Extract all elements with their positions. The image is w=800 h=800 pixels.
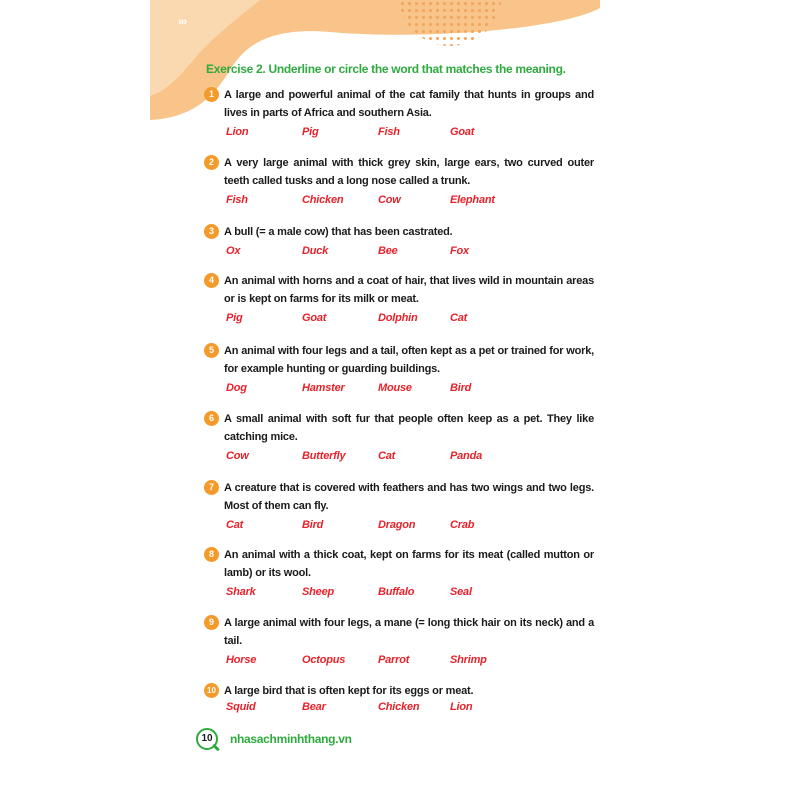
question-text: A creature that is covered with feathers and has two wings and two legs. Most of them can fly.	[224, 482, 594, 512]
answer-option[interactable]: Fish	[226, 194, 248, 206]
question-text: A large bird that is often kept for its eggs or meat.	[224, 685, 474, 697]
answer-option[interactable]: Mouse	[378, 382, 412, 394]
answer-option[interactable]: Shark	[226, 586, 256, 598]
answer-option[interactable]: Ox	[226, 245, 241, 257]
question-number-badge: 6	[204, 411, 219, 426]
exercise-title: Exercise 2. Underline or circle the word that matches the meaning.	[206, 62, 566, 76]
answer-option[interactable]: Parrot	[378, 654, 410, 666]
corner-arrows: ›››	[178, 16, 186, 28]
question-number-badge: 4	[204, 273, 219, 288]
answer-option[interactable]: Chicken	[302, 194, 344, 206]
question-text: An animal with a thick coat, kept on farms for its meat (called mutton or lamb) or its wool.	[224, 549, 594, 579]
question-text: A very large animal with thick grey skin, large ears, two curved outer teeth called tusks and a long nose called a trunk.	[224, 157, 594, 187]
answer-options	[204, 586, 594, 602]
answer-option[interactable]: Sheep	[302, 586, 335, 598]
question-text: An animal with four legs and a tail, often kept as a pet or trained for work, for example hunting or guarding buildings.	[224, 345, 594, 375]
question-number-badge: 10	[204, 683, 219, 698]
answer-option[interactable]: Buffalo	[378, 586, 415, 598]
question-number-badge: 5	[204, 343, 219, 358]
question-number-badge: 2	[204, 155, 219, 170]
answer-option[interactable]: Butterfly	[302, 450, 346, 462]
answer-options	[204, 194, 594, 210]
page-number: 10	[196, 728, 218, 750]
page-footer	[196, 728, 496, 750]
question-number-badge: 3	[204, 224, 219, 239]
answer-option[interactable]: Seal	[450, 586, 472, 598]
question-text: A small animal with soft fur that people often keep as a pet. They like catching mice.	[224, 413, 594, 443]
dot-pattern	[398, 0, 502, 46]
answer-option[interactable]: Hamster	[302, 382, 345, 394]
answer-option[interactable]: Shrimp	[450, 654, 487, 666]
question-item	[204, 223, 594, 261]
answer-option[interactable]: Goat	[450, 126, 475, 138]
answer-options	[204, 245, 594, 261]
answer-option[interactable]: Cow	[226, 450, 249, 462]
answer-option[interactable]: Elephant	[450, 194, 495, 206]
answer-options	[204, 382, 594, 398]
answer-option[interactable]: Octopus	[302, 654, 346, 666]
question-item	[204, 154, 594, 210]
question-text: An animal with horns and a coat of hair, that lives wild in mountain areas or is kept on farms for its milk or meat.	[224, 275, 594, 305]
question-item	[204, 86, 594, 142]
answer-option[interactable]: Cow	[378, 194, 401, 206]
answer-option[interactable]: Horse	[226, 654, 257, 666]
answer-option[interactable]: Dog	[226, 382, 247, 394]
answer-options	[204, 312, 594, 328]
question-item	[204, 479, 594, 535]
question-item	[204, 410, 594, 466]
answer-option[interactable]: Panda	[450, 450, 483, 462]
answer-option[interactable]: Cat	[226, 519, 244, 531]
answer-option[interactable]: Bird	[450, 382, 472, 394]
answer-option[interactable]: Crab	[450, 519, 475, 531]
question-number-badge: 8	[204, 547, 219, 562]
question-item	[204, 614, 594, 670]
answer-options	[204, 126, 594, 142]
answer-options	[204, 450, 594, 466]
answer-options	[204, 519, 594, 535]
answer-option[interactable]: Pig	[226, 312, 243, 324]
answer-option[interactable]: Cat	[378, 450, 396, 462]
answer-option[interactable]: Lion	[450, 701, 473, 713]
question-item	[204, 272, 594, 328]
question-item	[204, 546, 594, 602]
answer-option[interactable]: Bear	[302, 701, 326, 713]
question-text: A bull (= a male cow) that has been castrated.	[224, 226, 453, 238]
website-link[interactable]: nhasachminhthang.vn	[230, 732, 352, 746]
answer-options	[204, 701, 594, 717]
answer-option[interactable]: Duck	[302, 245, 329, 257]
answer-options	[204, 654, 594, 670]
question-text: A large animal with four legs, a mane (= long thick hair on its neck) and a tail.	[224, 617, 594, 647]
question-item	[204, 342, 594, 398]
answer-option[interactable]: Dragon	[378, 519, 416, 531]
answer-option[interactable]: Cat	[450, 312, 468, 324]
answer-option[interactable]: Goat	[302, 312, 327, 324]
answer-option[interactable]: Bee	[378, 245, 398, 257]
question-number-badge: 7	[204, 480, 219, 495]
question-number-badge: 9	[204, 615, 219, 630]
question-number-badge: 1	[204, 87, 219, 102]
question-item	[204, 682, 594, 717]
answer-option[interactable]: Fox	[450, 245, 469, 257]
answer-option[interactable]: Squid	[226, 701, 256, 713]
answer-option[interactable]: Chicken	[378, 701, 420, 713]
answer-option[interactable]: Bird	[302, 519, 324, 531]
answer-option[interactable]: Pig	[302, 126, 319, 138]
answer-option[interactable]: Dolphin	[378, 312, 418, 324]
answer-option[interactable]: Fish	[378, 126, 400, 138]
answer-option[interactable]: Lion	[226, 126, 249, 138]
question-text: A large and powerful animal of the cat family that hunts in groups and lives in parts of Africa and southern Asia.	[224, 89, 594, 119]
